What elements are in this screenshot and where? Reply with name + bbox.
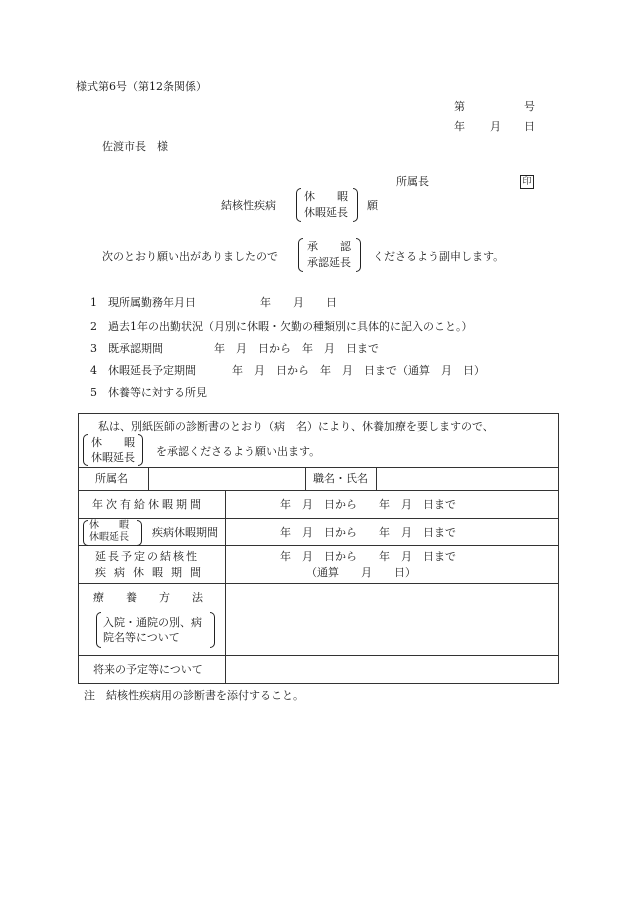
extension-label-1: 延長予定の結核性 [95,550,199,563]
extension-label-2: 疾病休暇期間 [95,566,209,579]
intro-text-1: 次のとおり願い出がありましたので [102,250,278,263]
item-number: 4 [90,364,97,377]
chief-label: 所属長 [396,175,429,188]
extension-period: 年 月 日から 年 月 日まで [280,550,456,563]
item-number: 1 [90,296,97,309]
date-day: 日 [524,120,535,133]
intro-brace-left [298,238,303,272]
statement-option-leave: 休 暇 [91,436,135,449]
footnote: 注 結核性疾病用の診断書を添付すること。 [84,689,304,702]
title-brace-right [353,188,358,222]
addressee: 佐渡市長 様 [102,140,168,153]
application-statement: 私は、別紙医師の診断書のとおり（病 名）により、休養加療を要しますので、 [98,420,494,433]
recuperation-note-2: 院名等について [103,631,180,644]
item-number: 5 [90,386,97,399]
intro-text-2: くださるよう副申します。 [373,250,505,263]
seal-mark: 印 [520,175,534,189]
item-label: 過去1年の出勤状況（月別に休暇・欠勤の種類別に具体的に記入のこと。） [108,320,473,333]
doc-number-prefix: 第 [454,100,465,113]
sick-leave-period: 年 月 日から 年 月 日まで [280,526,456,539]
sick-leave-label: 疾病休暇期間 [152,526,218,539]
annual-leave-label: 年次有給休暇期間 [92,498,204,511]
title-main: 結核性疾病 [221,199,276,212]
extension-total: （通算 月 日） [306,566,416,579]
item-value: 年 月 日 [260,296,337,309]
item-label: 現所属勤務年月日 [108,296,196,309]
item-value: 年 月 日から 年 月 日まで [214,342,379,355]
recuperation-brace-right [210,612,215,648]
sick-option-leave: 休 暇 [89,520,129,531]
item-value: 年 月 日から 年 月 日まで（通算 月 日） [232,364,485,377]
item-number: 3 [90,342,97,355]
intro-option-approve: 承 認 [307,240,351,253]
annual-leave-period: 年 月 日から 年 月 日まで [280,498,456,511]
recuperation-note-1: 入院・通院の別、病 [103,616,202,629]
item-label: 休暇延長予定期間 [108,364,196,377]
form-number: 様式第6号（第12条関係） [76,80,207,93]
future-plans-label: 将来の予定等について [93,663,203,676]
name-label: 職名・氏名 [313,472,368,485]
sick-option-extension: 休暇延長 [89,532,129,543]
sick-brace-left [83,520,88,546]
intro-brace-right [356,238,361,272]
date-month: 月 [490,120,501,133]
doc-number-suffix: 号 [524,100,535,113]
title-option-leave: 休 暇 [304,190,348,203]
date-year: 年 [454,120,465,133]
recuperation-label: 療 養 方 法 [93,591,203,604]
sick-brace-right [137,520,142,546]
statement-option-extension: 休暇延長 [91,451,135,464]
application-statement-2: を承認くださるよう願い出ます。 [156,445,321,458]
title-option-extension: 休暇延長 [304,206,348,219]
recuperation-brace-left [96,612,101,648]
title-suffix: 願 [367,199,378,212]
item-number: 2 [90,320,97,333]
intro-option-extension: 承認延長 [307,256,351,269]
statement-brace-right [138,434,143,466]
dept-label: 所属名 [95,472,128,485]
item-label: 休養等に対する所見 [108,386,207,399]
title-brace-left [296,188,301,222]
statement-brace-left [83,434,88,466]
item-label: 既承認期間 [108,342,163,355]
